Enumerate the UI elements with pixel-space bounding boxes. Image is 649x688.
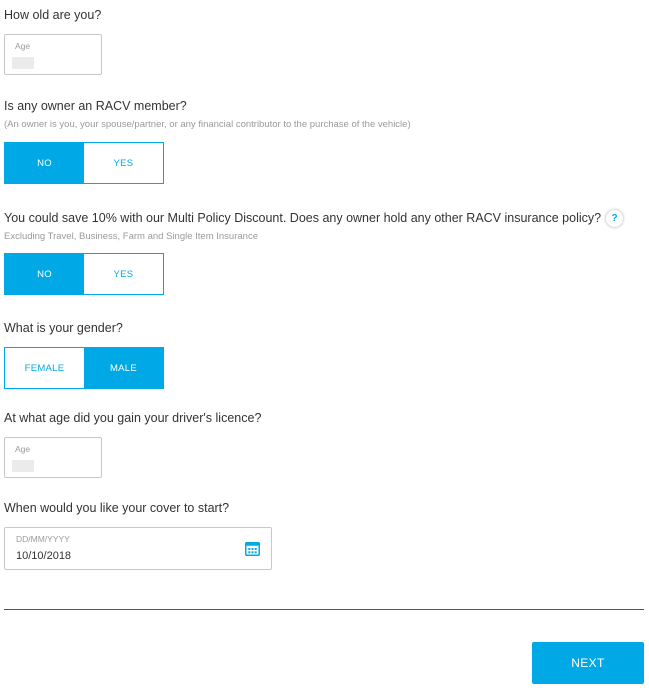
licence-age-input[interactable] bbox=[4, 437, 102, 478]
multi-policy-no-button[interactable]: NO bbox=[5, 254, 84, 294]
racv-member-no-button[interactable]: NO bbox=[5, 143, 84, 183]
cover-start-question-label: When would you like your cover to start? bbox=[4, 501, 230, 515]
licence-age-input-value bbox=[12, 460, 34, 472]
multi-policy-yes-button[interactable]: YES bbox=[84, 254, 163, 294]
age-question-label: How old are you? bbox=[4, 8, 102, 22]
help-icon[interactable]: ? bbox=[606, 210, 623, 227]
age-input-value bbox=[12, 57, 34, 69]
licence-age-input-label: Age bbox=[15, 444, 31, 454]
age-input-label: Age bbox=[15, 41, 31, 51]
gender-question-label: What is your gender? bbox=[4, 321, 123, 335]
racv-member-hint: (An owner is you, your spouse/partner, or any financial contributor to the purchase of the vehicle) bbox=[4, 119, 411, 130]
multi-policy-hint: Excluding Travel, Business, Farm and Single Item Insurance bbox=[4, 231, 258, 242]
gender-toggle bbox=[4, 347, 164, 389]
gender-male-button[interactable]: MALE bbox=[84, 348, 163, 388]
racv-member-question-label: Is any owner an RACV member? bbox=[4, 99, 187, 113]
racv-member-toggle bbox=[4, 142, 164, 184]
age-input[interactable] bbox=[4, 34, 102, 75]
calendar-icon[interactable] bbox=[245, 541, 260, 561]
cover-start-date-input[interactable] bbox=[4, 527, 272, 570]
date-placeholder-label: DD/MM/YYYY bbox=[16, 534, 70, 544]
multi-policy-question-label: You could save 10% with our Multi Policy Discount. Does any owner hold any other RACV insurance policy? bbox=[4, 210, 602, 225]
next-button[interactable]: NEXT bbox=[532, 642, 644, 684]
date-value: 10/10/2018 bbox=[16, 550, 72, 562]
gender-female-button[interactable]: FEMALE bbox=[5, 348, 84, 388]
racv-member-yes-button[interactable]: YES bbox=[84, 143, 163, 183]
licence-age-question-label: At what age did you gain your driver's licence? bbox=[4, 411, 262, 425]
multi-policy-toggle bbox=[4, 253, 164, 295]
divider bbox=[4, 609, 644, 610]
multi-policy-question bbox=[4, 210, 623, 227]
